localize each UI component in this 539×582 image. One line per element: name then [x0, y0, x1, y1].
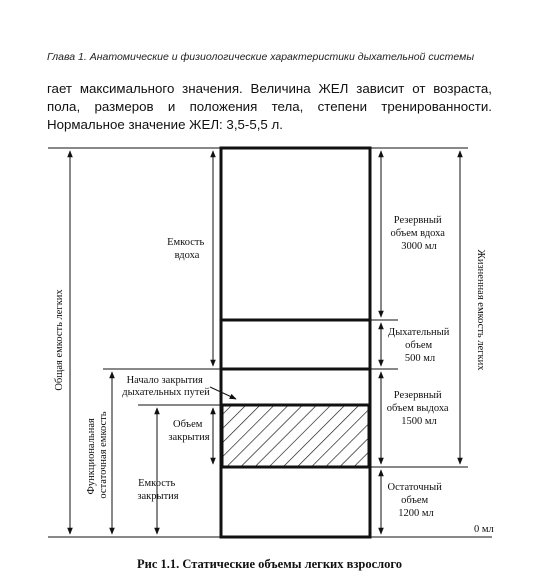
- running-header: Глава 1. Анатомические и физиологические характеристики дыхательной системы: [47, 51, 475, 63]
- paragraph-line: Нормальное значение ЖЕЛ: 3,5-5,5 л.: [47, 117, 283, 132]
- label-frc: Функциональная остаточная емкость: [86, 411, 109, 499]
- paragraph-line: пола, размеров и положения тела, степени тренированности.: [47, 99, 492, 114]
- lung-column: [221, 148, 370, 537]
- label-inspiratory-capacity: Емкость вдоха: [167, 237, 205, 261]
- label-closing-volume: Объем закрытия: [168, 419, 210, 443]
- arrow-closing-start: [210, 387, 236, 399]
- label-vital-capacity: Жизненная емкость легких: [475, 249, 486, 371]
- label-residual: Остаточный объем 1200 мл: [387, 482, 442, 519]
- label-tidal: Дыхательный объем 500 мл: [388, 327, 450, 364]
- label-erv: Резервный объем выдоха 1500 мл: [386, 390, 449, 427]
- paragraph-line: гает максимального значения. Величина ЖЕЛ зависит от возраста,: [47, 81, 492, 96]
- closing-volume-hatch: [222, 405, 369, 467]
- figure-caption: Рис 1.1. Статические объемы легких взрослого: [136, 557, 403, 571]
- label-closing-capacity: Емкость закрытия: [137, 478, 179, 502]
- label-zero: 0 мл: [474, 524, 494, 535]
- label-total-capacity: Общая емкость легких: [54, 289, 65, 391]
- label-closing-start: Начало закрытия дыхательных путей: [122, 375, 210, 398]
- label-irv: Резервный объем вдоха 3000 мл: [390, 215, 445, 252]
